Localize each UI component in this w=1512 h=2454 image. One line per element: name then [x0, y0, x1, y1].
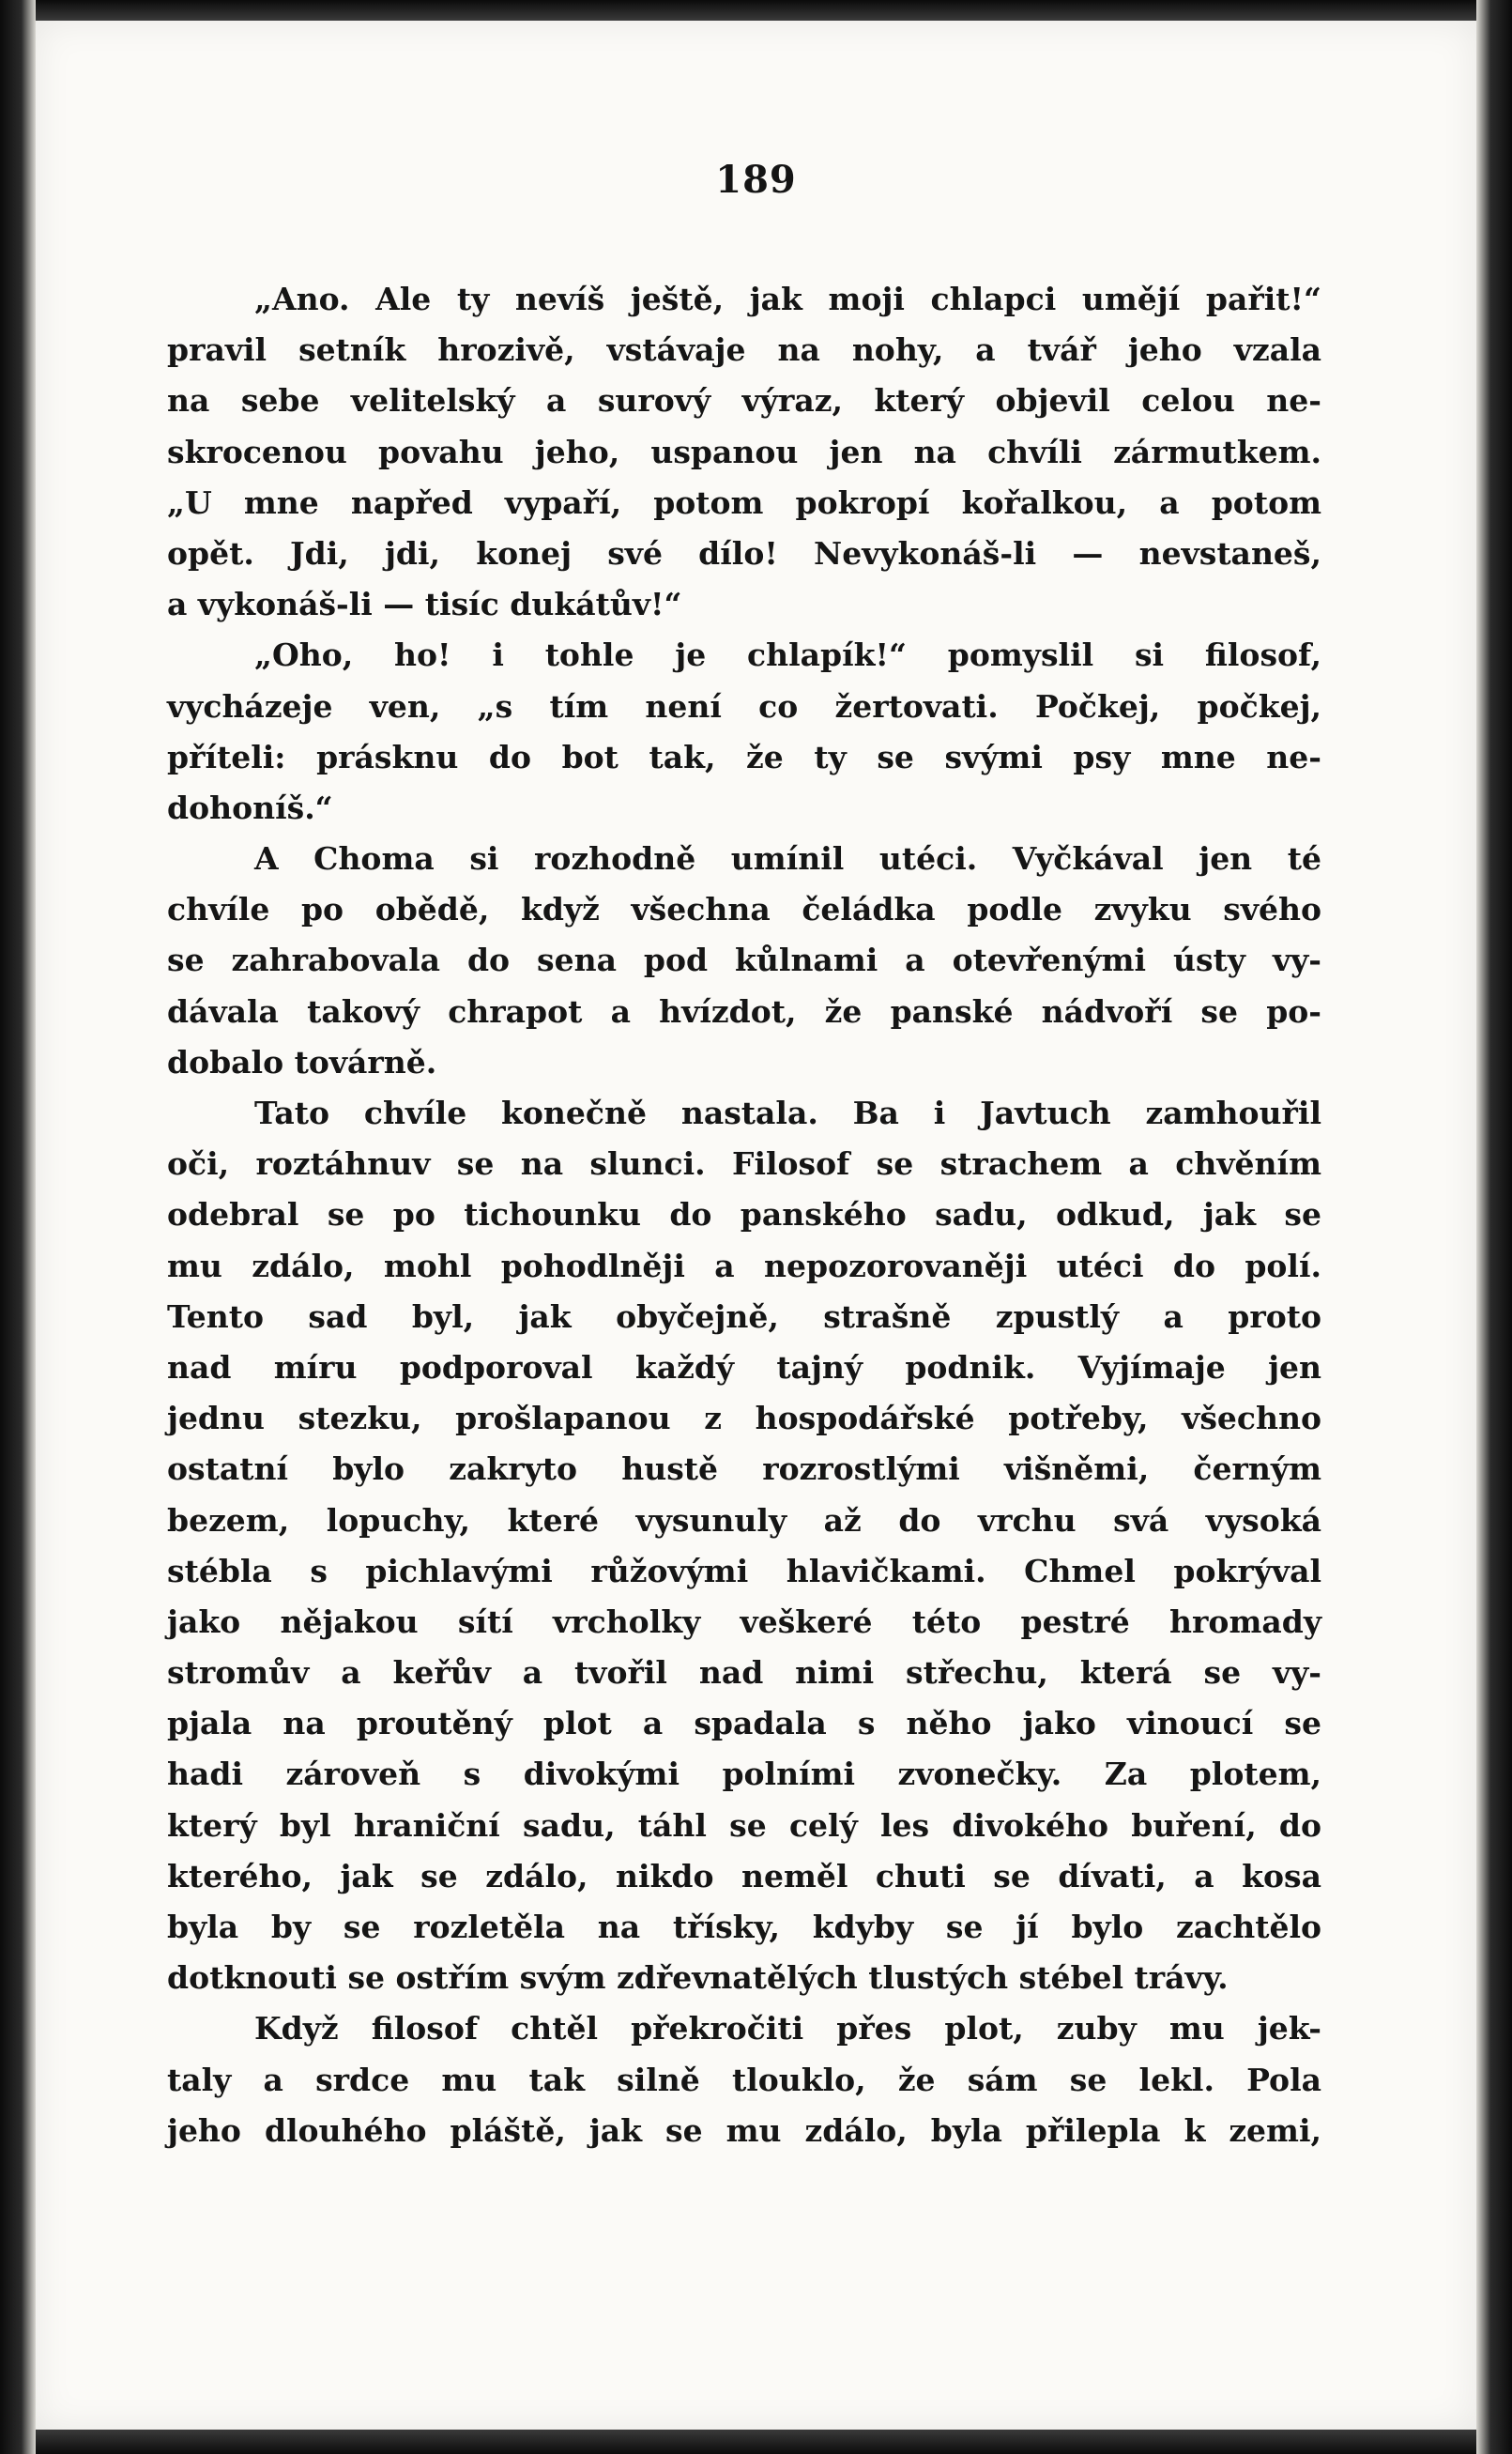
text-line: na sebe velitelský a surový výraz, který objevil celou ne-: [167, 382, 1321, 420]
text-line: hadi zároveň s divokými polními zvonečky. Za plotem,: [167, 1756, 1321, 1793]
scan-border-bottom: [0, 2430, 1512, 2454]
text-line: dobalo továrně.: [167, 1043, 437, 1081]
text-line: bezem, lopuchy, které vysunuly až do vrchu svá vysoká: [167, 1501, 1321, 1539]
text-line: jeho dlouhého pláště, jak se mu zdálo, byla přilepla k zemi,: [167, 2111, 1321, 2149]
text-line: chvíle po obědě, když všechna čeládka podle zvyku svého: [167, 891, 1321, 928]
text-line: se zahrabovala do sena pod kůlnami a otevřenými ústy vy-: [167, 942, 1321, 979]
text-line: stromův a keřův a tvořil nad nimi střechu, která se vy-: [167, 1654, 1321, 1692]
text-line: opět. Jdi, jdi, konej své dílo! Nevykonáš-li — nevstaneš,: [167, 534, 1321, 572]
text-line: „U mne napřed vypaří, potom pokropí kořalkou, a potom: [167, 483, 1321, 521]
text-line: A Choma si rozhodně umínil utéci. Vyčkával jen té: [254, 840, 1321, 878]
body-text: [167, 274, 1321, 2156]
scan-border-top: [0, 0, 1512, 21]
text-line: pjala na proutěný plot a spadala s něho jako vinoucí se: [167, 1705, 1321, 1742]
text-line: jednu stezku, prošlapanou z hospodářské potřeby, všechno: [167, 1400, 1321, 1437]
text-line: mu zdálo, mohl pohodlněji a nepozorovaněji utéci do polí.: [167, 1247, 1321, 1284]
text-line: ostatní bylo zakryto hustě rozrostlými višněmi, černým: [167, 1450, 1321, 1488]
text-line: odebral se po tichounku do panského sadu, odkud, jak se: [167, 1196, 1321, 1234]
text-line: a vykonáš-li — tisíc dukátův!“: [167, 586, 682, 623]
text-line: dávala takový chrapot a hvízdot, že panské nádvoří se po-: [167, 992, 1321, 1030]
text-line: „Ano. Ale ty nevíš ještě, jak moji chlapci umějí pařit!“: [254, 281, 1321, 317]
text-line: oči, roztáhnuv se na slunci. Filosof se strachem a chvěním: [167, 1145, 1321, 1183]
text-line: vycházeje ven, „s tím není co žertovati. Počkej, počkej,: [167, 687, 1321, 725]
text-line: jako nějakou sítí vrcholky veškeré této pestré hromady: [167, 1603, 1321, 1640]
text-line: který byl hraniční sadu, táhl se celý les divokého buření, do: [167, 1806, 1321, 1844]
text-line: taly a srdce mu tak silně tlouklo, že sám se lekl. Pola: [167, 2061, 1321, 2098]
text-line: stébla s pichlavými růžovými hlavičkami. Chmel pokrýval: [167, 1552, 1321, 1589]
text-line: dohoníš.“: [167, 789, 333, 826]
text-line: dotknouti se ostřím svým zdřevnatělých tlustých stébel trávy.: [167, 1959, 1229, 1997]
text-line: příteli: prásknu do bot tak, že ty se svými psy mne ne-: [167, 738, 1321, 775]
text-line: Tato chvíle konečně nastala. Ba i Javtuch zamhouřil: [254, 1095, 1321, 1131]
text-line: byla by se rozletěla na třísky, kdyby se jí bylo zachtělo: [167, 1909, 1321, 1945]
scan-border-right: [1476, 0, 1512, 2454]
page-number: 189: [715, 158, 797, 202]
text-line: Když filosof chtěl překročiti přes plot, zuby mu jek-: [254, 2010, 1321, 2048]
text-line: pravil setník hrozivě, vstávaje na nohy, a tvář jeho vzala: [167, 331, 1321, 369]
text-line: „Oho, ho! i tohle je chlapík!“ pomyslil si filosof,: [254, 637, 1321, 674]
scan-border-left: [0, 0, 36, 2454]
text-line: nad míru podporoval každý tajný podnik. Vyjímaje jen: [167, 1348, 1321, 1386]
text-line: kterého, jak se zdálo, nikdo neměl chuti se dívati, a kosa: [167, 1857, 1321, 1894]
text-line: Tento sad byl, jak obyčejně, strašně zpustlý a proto: [167, 1297, 1321, 1335]
text-line: skrocenou povahu jeho, uspanou jen na chvíli zármutkem.: [167, 433, 1321, 470]
